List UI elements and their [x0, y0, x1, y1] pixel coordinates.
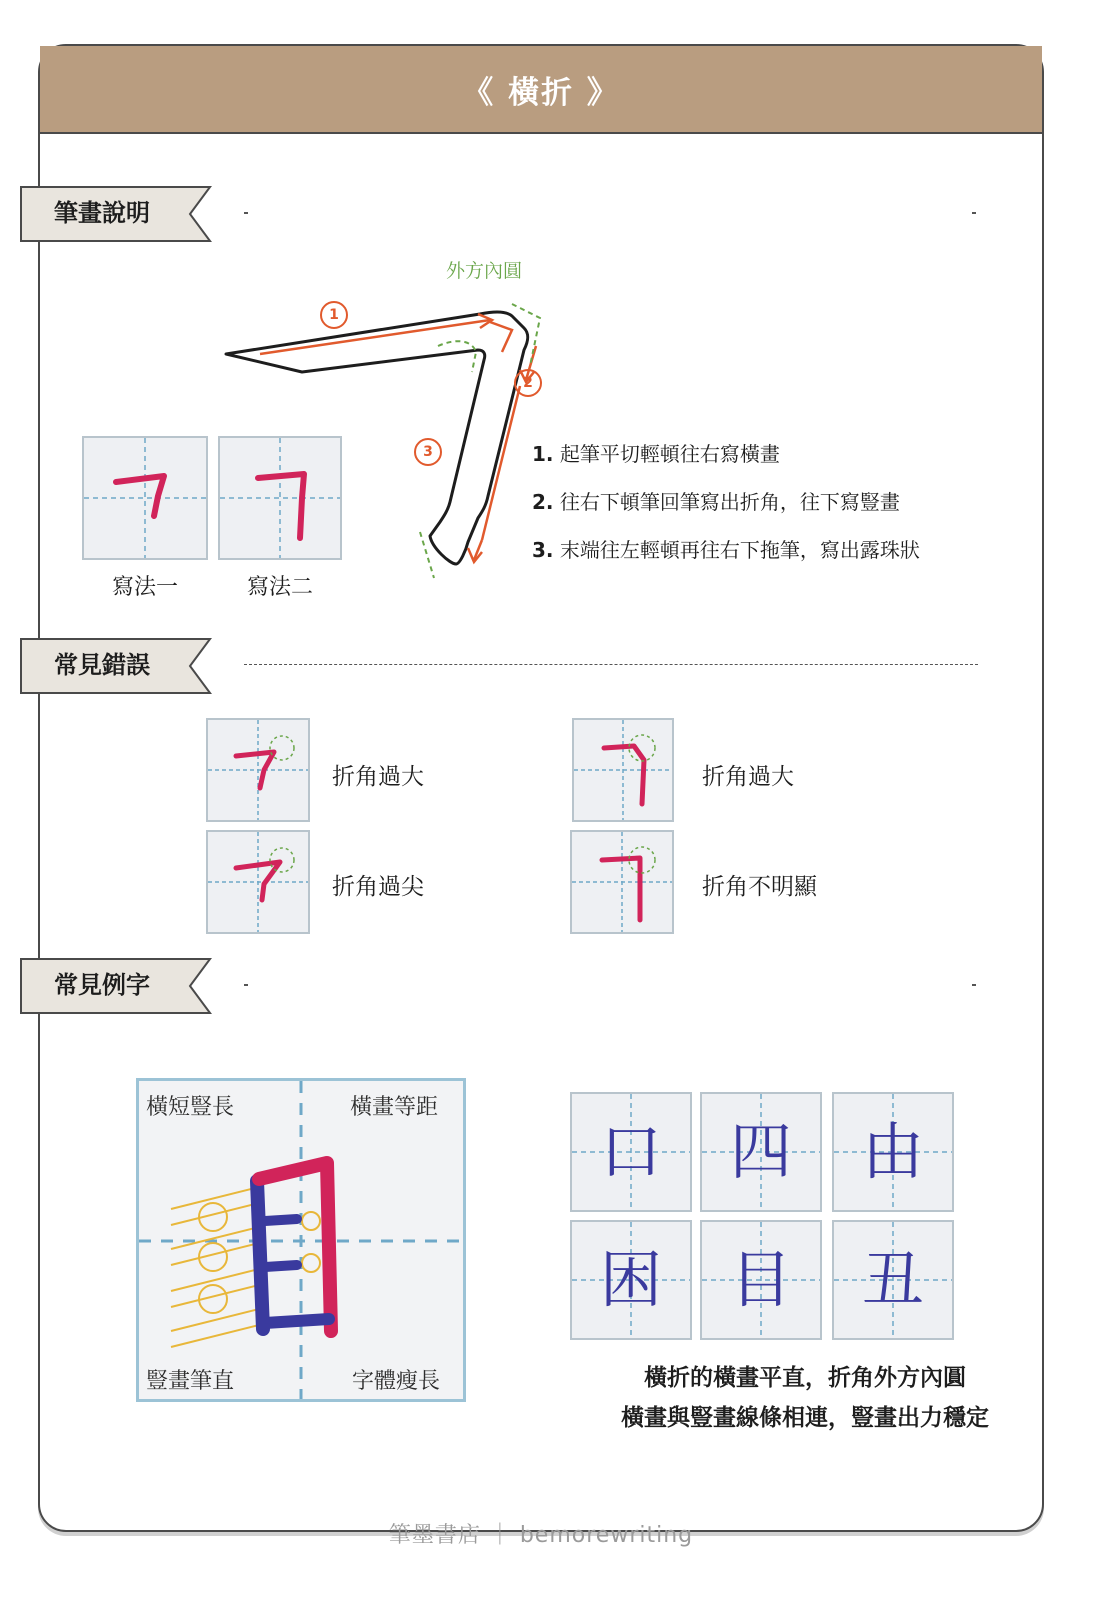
example-char-box: [700, 1220, 822, 1340]
divider-tick: [244, 212, 248, 214]
section-title-errors: 常見錯誤: [54, 651, 150, 679]
error-label-3: 折角過尖: [332, 874, 424, 900]
example-char: 口: [599, 1115, 662, 1188]
example-char: 目: [729, 1243, 792, 1316]
section-tag-explain: [20, 186, 212, 240]
example-char-box: [570, 1220, 692, 1340]
example-char-box: [700, 1092, 822, 1212]
error-sample-1: [206, 718, 310, 822]
error-label-1: 折角過大: [332, 764, 424, 790]
example-char-box: [832, 1092, 954, 1212]
summary-text: [580, 1358, 1030, 1438]
step-2: 2. 往右下頓筆回筆寫出折角，往下寫豎畫: [532, 490, 900, 514]
worksheet-card: [38, 44, 1044, 1548]
section-tag-examples: [20, 958, 212, 1012]
summary-line-2: 橫畫與豎畫線條相連，豎畫出力穩定: [621, 1405, 989, 1431]
section-divider: [244, 664, 978, 665]
error-sample-3: [206, 830, 310, 934]
example-char: 由: [861, 1115, 924, 1188]
callout-bottom-right: 字體瘦長: [352, 1369, 441, 1394]
divider-tick: [972, 212, 976, 214]
error-label-2: 折角過大: [702, 764, 794, 790]
error-sample-4: [570, 830, 674, 934]
style-label-2: 寫法二: [246, 575, 313, 600]
error-sample-2: [572, 718, 674, 822]
tip-label: 外方內圓: [446, 260, 523, 282]
error-label-4: 折角不明顯: [702, 874, 817, 900]
callout-top-left: 橫短豎長: [146, 1095, 235, 1120]
example-char-box: [832, 1220, 954, 1340]
step-number-3: 3: [414, 438, 442, 466]
steps-list: [532, 430, 920, 574]
footer-brand: 筆墨書店 ｜ bemorewriting: [388, 1523, 694, 1548]
example-char-box: [570, 1092, 692, 1212]
section-title-explain: 筆畫說明: [54, 199, 150, 227]
step-3: 3. 末端往左輕頓再往右下拖筆，寫出露珠狀: [532, 538, 920, 562]
callout-top-right: 橫畫等距: [350, 1095, 439, 1120]
summary-line-1: 橫折的橫畫平直，折角外方內圓: [644, 1365, 966, 1391]
callout-bottom-left: 豎畫筆直: [146, 1369, 235, 1394]
example-char: 四: [729, 1115, 792, 1188]
style-sample-1: [82, 436, 208, 560]
style-sample-2: [218, 436, 342, 560]
example-char: 丑: [861, 1243, 924, 1316]
step-number-2: 2: [514, 369, 542, 397]
example-char: 困: [599, 1243, 662, 1316]
step-number-1: 1: [320, 301, 348, 329]
divider-tick: [972, 984, 976, 986]
big-char-box: [136, 1078, 466, 1402]
section-tag-errors: [20, 638, 212, 692]
divider-tick: [244, 984, 248, 986]
page-title: 《 橫折 》: [40, 46, 1042, 134]
section-title-examples: 常見例字: [54, 971, 150, 999]
style-label-1: 寫法一: [111, 575, 178, 600]
step-1: 1. 起筆平切輕頓往右寫橫畫: [532, 442, 780, 466]
